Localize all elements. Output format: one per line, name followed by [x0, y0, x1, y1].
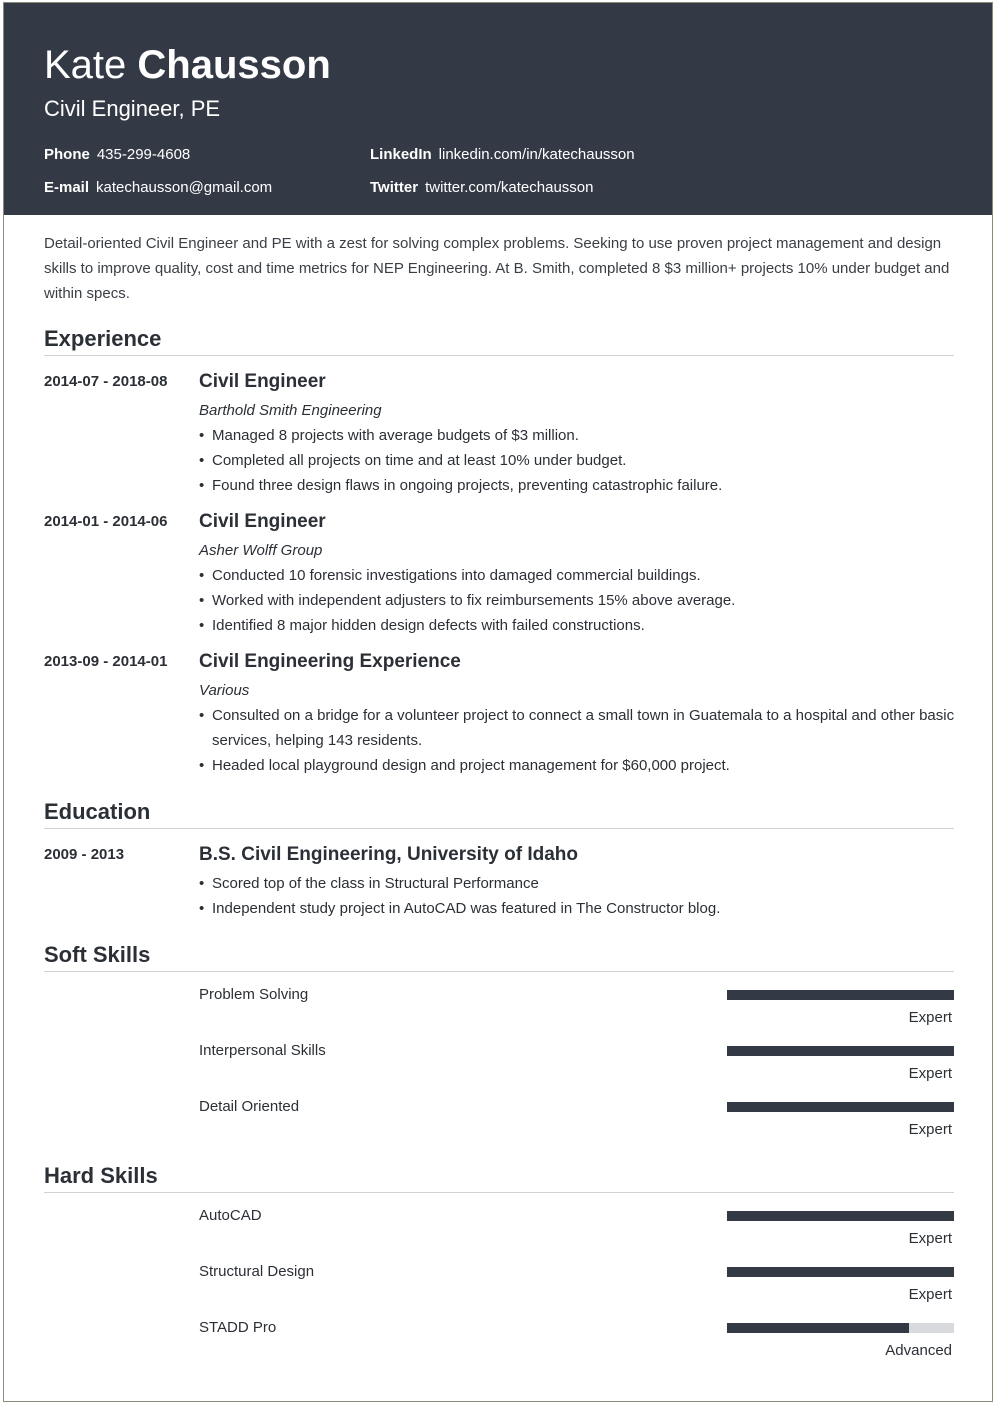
skill-level-fill: [727, 1211, 954, 1221]
job-title-header: Civil Engineer, PE: [44, 96, 221, 121]
skill-level-label: Expert: [908, 1230, 952, 1247]
hard-skills-divider: [44, 1192, 954, 1193]
list-item: • Managed 8 projects with average budgets of $3 million.: [199, 423, 959, 448]
degree-title: B.S. Civil Engineering, University of Idaho: [199, 844, 579, 865]
job-title: Civil Engineering Experience: [199, 651, 461, 672]
skill-level-bar: [727, 990, 954, 1000]
list-item: • Scored top of the class in Structural Performance: [199, 871, 959, 896]
list-item: • Found three design flaws in ongoing projects, preventing catastrophic failure.: [199, 473, 959, 498]
phone-label: Phone: [44, 146, 90, 163]
skill-name: Structural Design: [199, 1263, 315, 1280]
skill-level-bar: [727, 1102, 954, 1112]
soft-skills-divider: [44, 971, 954, 972]
company-name: Various: [199, 682, 250, 699]
company-name: Asher Wolff Group: [199, 542, 323, 559]
contact-twitter: [370, 178, 593, 198]
job-title: Civil Engineer: [199, 511, 326, 532]
list-item: • Worked with independent adjusters to fix reimbursements 15% above average.: [199, 588, 959, 613]
list-item: • Consulted on a bridge for a volunteer project to connect a small town in Guatemala to a hospital and other basic services, helping 143 residents.: [199, 703, 959, 753]
skill-level-label: Expert: [908, 1009, 952, 1026]
resume-page: [3, 2, 993, 1402]
skill-name: Interpersonal Skills: [199, 1042, 326, 1059]
job-dates: 2013-09 - 2014-01: [44, 653, 168, 670]
job-bullets: [199, 423, 959, 498]
education-divider: [44, 828, 954, 829]
skill-name: Problem Solving: [199, 986, 309, 1003]
job-dates: 2014-07 - 2018-08: [44, 373, 168, 390]
contact-linkedin: [370, 145, 635, 165]
candidate-name: [44, 41, 331, 89]
job-dates: 2014-01 - 2014-06: [44, 513, 168, 530]
contact-email: [44, 178, 272, 198]
skill-level-fill: [727, 1323, 909, 1333]
skill-level-bar: [727, 1211, 954, 1221]
experience-heading: Experience: [44, 326, 162, 351]
summary-text: Detail-oriented Civil Engineer and PE with a zest for solving complex problems. Seeking to use proven project management and design skills to improve quality, cost and time metrics for NEP Engineering. At B. Smith, completed 8 $3 million+ projects 10% under budget and within specs.: [44, 235, 950, 302]
email-link[interactable]: katechausson@gmail.com: [96, 179, 273, 196]
job-bullets: [199, 703, 959, 778]
linkedin-link[interactable]: linkedin.com/in/katechausson: [438, 146, 635, 163]
education-dates: 2009 - 2013: [44, 846, 125, 863]
list-item: • Identified 8 major hidden design defects with failed constructions.: [199, 613, 959, 638]
phone-value: 435-299-4608: [96, 146, 191, 163]
list-item: • Completed all projects on time and at least 10% under budget.: [199, 448, 959, 473]
job-title: Civil Engineer: [199, 371, 326, 392]
skill-level-fill: [727, 1267, 954, 1277]
job-bullets: [199, 563, 959, 638]
education-heading: Education: [44, 799, 151, 824]
skill-name: AutoCAD: [199, 1207, 262, 1224]
skill-level-label: Expert: [908, 1065, 952, 1082]
list-item: • Independent study project in AutoCAD was featured in The Constructor blog.: [199, 896, 959, 921]
experience-divider: [44, 355, 954, 356]
skill-level-fill: [727, 990, 954, 1000]
list-item: • Conducted 10 forensic investigations into damaged commercial buildings.: [199, 563, 959, 588]
twitter-link[interactable]: twitter.com/katechausson: [425, 179, 594, 196]
skill-level-bar: [727, 1046, 954, 1056]
linkedin-label: LinkedIn: [370, 146, 432, 163]
resume-header: [4, 3, 992, 215]
education-bullets: [199, 871, 959, 921]
skill-level-bar: [727, 1267, 954, 1277]
skill-name: STADD Pro: [199, 1319, 277, 1336]
skill-level-fill: [727, 1046, 954, 1056]
skill-level-label: Expert: [908, 1121, 952, 1138]
skill-level-fill: [727, 1102, 954, 1112]
company-name: Barthold Smith Engineering: [199, 402, 382, 419]
skill-level-label: Advanced: [885, 1342, 952, 1359]
list-item: • Headed local playground design and project management for $60,000 project.: [199, 753, 959, 778]
email-label: E-mail: [44, 179, 90, 196]
soft-skills-heading: Soft Skills: [44, 942, 151, 967]
skill-level-label: Expert: [908, 1286, 952, 1303]
contact-phone: [44, 145, 190, 165]
first-name: Kate: [44, 43, 127, 87]
skill-name: Detail Oriented: [199, 1098, 300, 1115]
hard-skills-heading: Hard Skills: [44, 1163, 158, 1188]
skill-level-bar: [727, 1323, 954, 1333]
last-name: Chausson: [137, 43, 331, 87]
twitter-label: Twitter: [370, 179, 419, 196]
